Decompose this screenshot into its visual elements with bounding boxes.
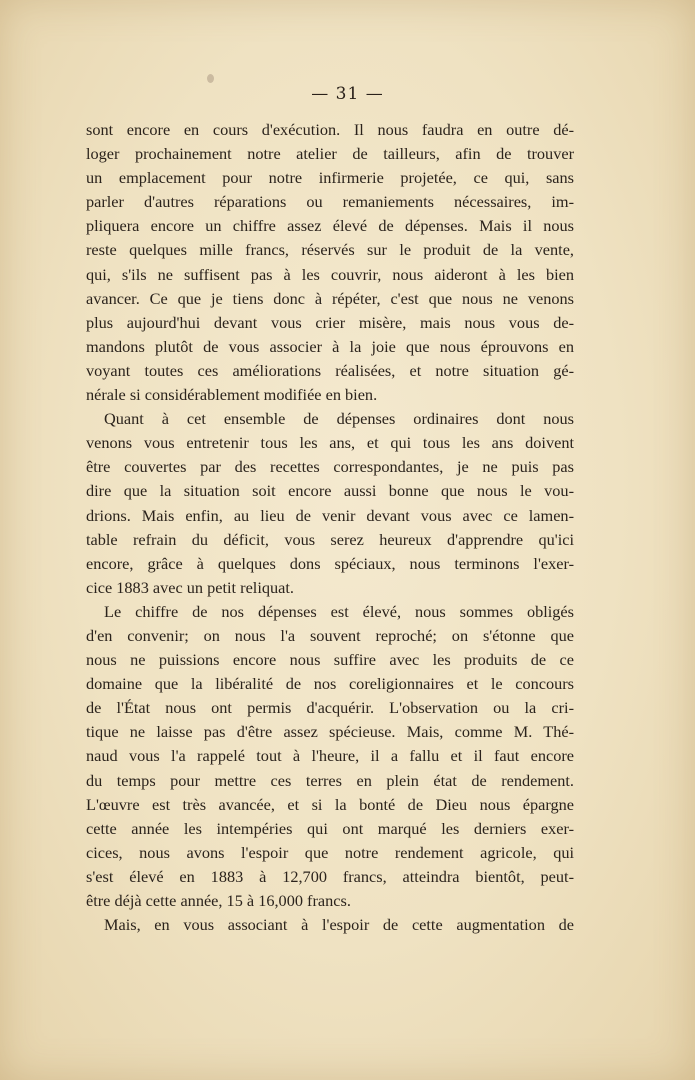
text-line: être couvertes par des recettes correspondantes, je ne puis pas xyxy=(86,457,574,477)
text-line: tique ne laisse pas d'être assez spécieuse. Mais, comme M. Thé- xyxy=(86,722,574,742)
text-line: de l'État nous ont permis d'acquérir. L'observation ou la cri- xyxy=(86,698,574,718)
text-line: s'est élevé en 1883 à 12,700 francs, atteindra bientôt, peut- xyxy=(86,866,574,886)
text-line: parler d'autres réparations ou remaniements nécessaires, im- xyxy=(86,192,574,212)
text-line: naud vous l'a rappelé tout à l'heure, il a fallu et il faut encore xyxy=(86,746,574,766)
text-line: nous ne puissions encore nous suffire avec les produits de ce xyxy=(86,650,574,670)
text-line: reste quelques mille francs, réservés sur le produit de la vente, xyxy=(86,240,574,260)
paper-stain xyxy=(207,74,214,83)
text-line: dire que la situation soit encore aussi bonne que nous le vou- xyxy=(86,481,574,501)
text-line: cice 1883 avec un petit reliquat. xyxy=(86,577,294,597)
text-line: Le chiffre de nos dépenses est élevé, nous sommes obligés xyxy=(104,601,574,621)
text-line: plus aujourd'hui devant vous crier misère, mais nous vous de- xyxy=(86,312,574,332)
text-line: qui, s'ils ne suffisent pas à les couvrir, nous aideront à les bien xyxy=(86,264,574,284)
text-line: Quant à cet ensemble de dépenses ordinaires dont nous xyxy=(104,409,574,429)
text-line: domaine que la libéralité de nos coreligionnaires et le concours xyxy=(86,674,574,694)
text-line: table refrain du déficit, vous serez heureux d'apprendre qu'ici xyxy=(86,529,574,549)
text-line: voyant toutes ces améliorations réalisées, et notre situation gé- xyxy=(86,360,574,380)
text-line: encore, grâce à quelques dons spéciaux, nous terminons l'exer- xyxy=(86,553,574,573)
page-number: — 31 — xyxy=(311,84,384,104)
text-line: drions. Mais enfin, au lieu de venir devant vous avec ce lamen- xyxy=(86,505,574,525)
text-line: un emplacement pour notre infirmerie projetée, ce qui, sans xyxy=(86,168,574,188)
text-line: du temps pour mettre ces terres en plein état de rendement. xyxy=(86,770,574,790)
text-line: cices, nous avons l'espoir que notre rendement agricole, qui xyxy=(86,842,574,862)
text-line: nérale si considérablement modifiée en bien. xyxy=(86,385,378,405)
text-line: avancer. Ce que je tiens donc à répéter, c'est que nous ne venons xyxy=(86,288,574,308)
text-line: mandons plutôt de vous associer à la joie que nous éprouvons en xyxy=(86,336,574,356)
text-line: sont encore en cours d'exécution. Il nous faudra en outre dé- xyxy=(86,120,574,139)
text-line: cette année les intempéries qui ont marqué les derniers exer- xyxy=(86,818,574,838)
text-line: L'œuvre est très avancée, et si la bonté de Dieu nous épargne xyxy=(86,794,574,814)
text-line: être déjà cette année, 15 à 16,000 francs. xyxy=(86,891,351,910)
body-text xyxy=(86,118,574,937)
text-line: loger prochainement notre atelier de tailleurs, afin de trouver xyxy=(86,144,574,164)
text-line: d'en convenir; on nous l'a souvent reproché; on s'étonne que xyxy=(86,625,574,645)
text-line: venons vous entretenir tous les ans, et qui tous les ans doivent xyxy=(86,433,574,453)
text-line: pliquera encore un chiffre assez élevé de dépenses. Mais il nous xyxy=(86,216,574,236)
text-line: Mais, en vous associant à l'espoir de cette augmentation de xyxy=(104,915,574,935)
